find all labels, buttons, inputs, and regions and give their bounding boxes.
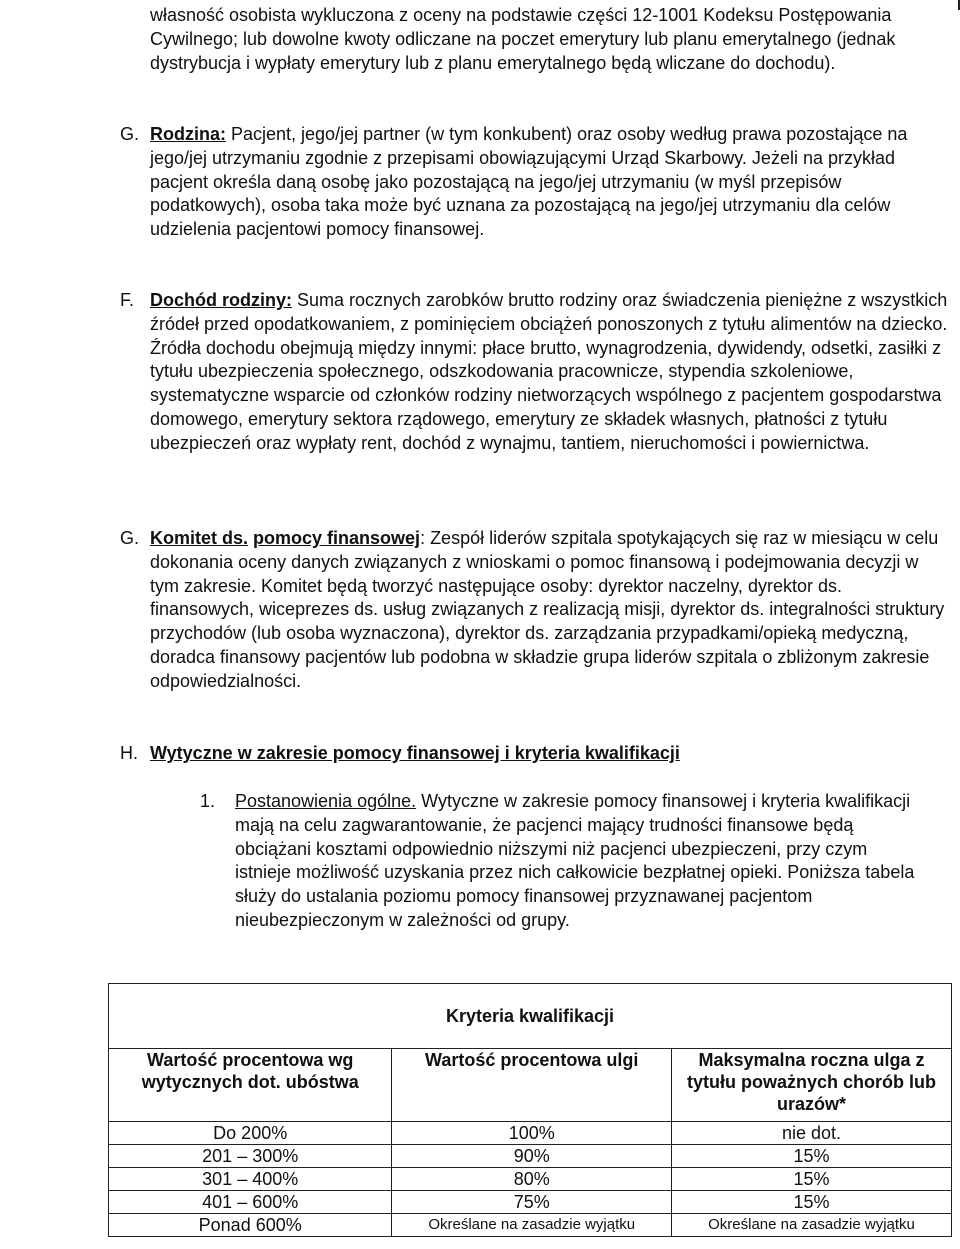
table-header-row — [109, 1049, 952, 1122]
table-cell: 15% — [672, 1168, 952, 1191]
item1-text: Wytyczne w zakresie pomocy finansowej i kryteria kwalifikacji mają na celu zagwarantowanie, że pacjenci mający trudności finansowe będą obciążani kosztami odpowiednio niższymi niż pacjenci ubezpieczeni, przy czym istnieje możliwość uzyskania przez nich całkowicie bezpłatnej opieki. Poniższa tabela służy do ustalania poziomu pomocy finansowej przyznawanej pacjentom nieubezpieczonym w zależności od grupy. — [235, 791, 915, 930]
table-cell: 15% — [672, 1191, 952, 1214]
table-row — [109, 1168, 952, 1191]
intro-paragraph — [150, 4, 950, 75]
section-g-committee — [150, 527, 950, 694]
table-cell: 75% — [392, 1191, 672, 1214]
table-title: Kryteria kwalifikacji — [109, 984, 952, 1049]
table-cell: Do 200% — [109, 1122, 392, 1145]
table-cell: 201 – 300% — [109, 1145, 392, 1168]
criteria-table — [108, 983, 952, 1237]
item1-title: Postanowienia ogólne. — [235, 791, 417, 811]
section-h-letter: H. — [120, 743, 138, 763]
table-header-poverty: Wartość procentowa wg wytycznych dot. ubóstwa — [109, 1049, 392, 1122]
section-g-committee-term-1: Komitet ds. — [150, 528, 249, 548]
table-cell: 15% — [672, 1145, 952, 1168]
section-h-heading-text: Wytyczne w zakresie pomocy finansowej i kryteria kwalifikacji — [150, 743, 680, 763]
table-cell: Ponad 600% — [109, 1214, 392, 1237]
table-cell: 90% — [392, 1145, 672, 1168]
section-g-committee-term-2: pomocy finansowej — [253, 528, 421, 548]
table-title-row — [109, 984, 952, 1049]
section-g-family-letter: G. — [120, 124, 140, 144]
section-f-income — [150, 289, 950, 456]
section-g-committee-letter: G. — [120, 528, 140, 548]
table-cell: Określane na zasadzie wyjątku — [392, 1214, 672, 1237]
table-cell: 80% — [392, 1168, 672, 1191]
table-row — [109, 1145, 952, 1168]
section-g-family-text: Pacjent, jego/jej partner (w tym konkubent) oraz osoby według prawa pozostające na jego/jej utrzymaniu zgodnie z przepisami obowiązującymi Urząd Skarbowy. Jeżeli na przykład pacjent określa daną osobę jako pozostającą na jego/jej utrzymaniu (w myśl przepisów podatkowych), osoba taka może być uznana za pozostającą na jego/jej utrzymaniu dla celów udzielenia pacjentowi pomocy finansowej. — [150, 124, 908, 240]
section-f-letter: F. — [120, 290, 135, 310]
table-row — [109, 1191, 952, 1214]
item1-paragraph — [235, 790, 925, 933]
section-g-family-term: Rodzina: — [150, 124, 226, 144]
intro-text: własność osobista wykluczona z oceny na podstawie części 12-1001 Kodeksu Postępowania Cywilnego; lub dowolne kwoty odliczane na poczet emerytury lub planu emerytalnego (jednak dystrybucja i wypłaty emerytury lub z planu emerytalnego będą wliczane do dochodu). — [150, 5, 896, 73]
section-h-heading — [150, 742, 950, 766]
table-cell: nie dot. — [672, 1122, 952, 1145]
section-g-committee-text: : Zespół liderów szpitala spotykających się raz w miesiącu w celu dokonania oceny danych związanych z wnioskami o pomoc finansową i podejmowania decyzji w tym zakresie. Komitet będą tworzyć następujące osoby: dyrektor naczelny, dyrektor ds. finansowych, wiceprezes ds. usług związanych z realizacją misji, dyrektor ds. integralności struktury przychodów (lub osoba wyznaczona), dyrektor ds. zarządzania przypadkami/opieką medyczną, doradca finansowy pacjentów lub podobna w składzie grupa liderów szpitala o zbliżonym zakresie odpowiedzialności. — [150, 528, 945, 691]
table-row — [109, 1214, 952, 1237]
table-row — [109, 1122, 952, 1145]
section-f-term: Dochód rodziny: — [150, 290, 292, 310]
table-cell: 100% — [392, 1122, 672, 1145]
section-g-family — [150, 123, 950, 242]
table-header-discount: Wartość procentowa ulgi — [392, 1049, 672, 1122]
table-cell: 301 – 400% — [109, 1168, 392, 1191]
table-cell: Określane na zasadzie wyjątku — [672, 1214, 952, 1237]
table-header-max-relief: Maksymalna roczna ulga z tytułu poważnych chorób lub urazów* — [672, 1049, 952, 1122]
table-cell: 401 – 600% — [109, 1191, 392, 1214]
section-f-text: Suma rocznych zarobków brutto rodziny oraz świadczenia pieniężne z wszystkich źródeł przed opodatkowaniem, z pominięciem obciążeń ponoszonych z tytułu alimentów na dziecko. Źródła dochodu obejmują między innymi: płace brutto, wynagrodzenia, dywidendy, odsetki, zasiłki z tytułu ubezpieczenia społecznego, odszkodowania pracownicze, stypendia szkoleniowe, systematyczne wsparcie od członków rodziny nietworzących wspólnego z pacjentem gospodarstwa domowego, emerytury sektora rządowego, emerytury ze składek własnych, płatności z tytułu ubezpieczeń oraz wypłaty rent, dochód z wynajmu, tantiem, nieruchomości i powiernictwa. — [150, 290, 948, 453]
item1-number: 1. — [200, 791, 216, 811]
